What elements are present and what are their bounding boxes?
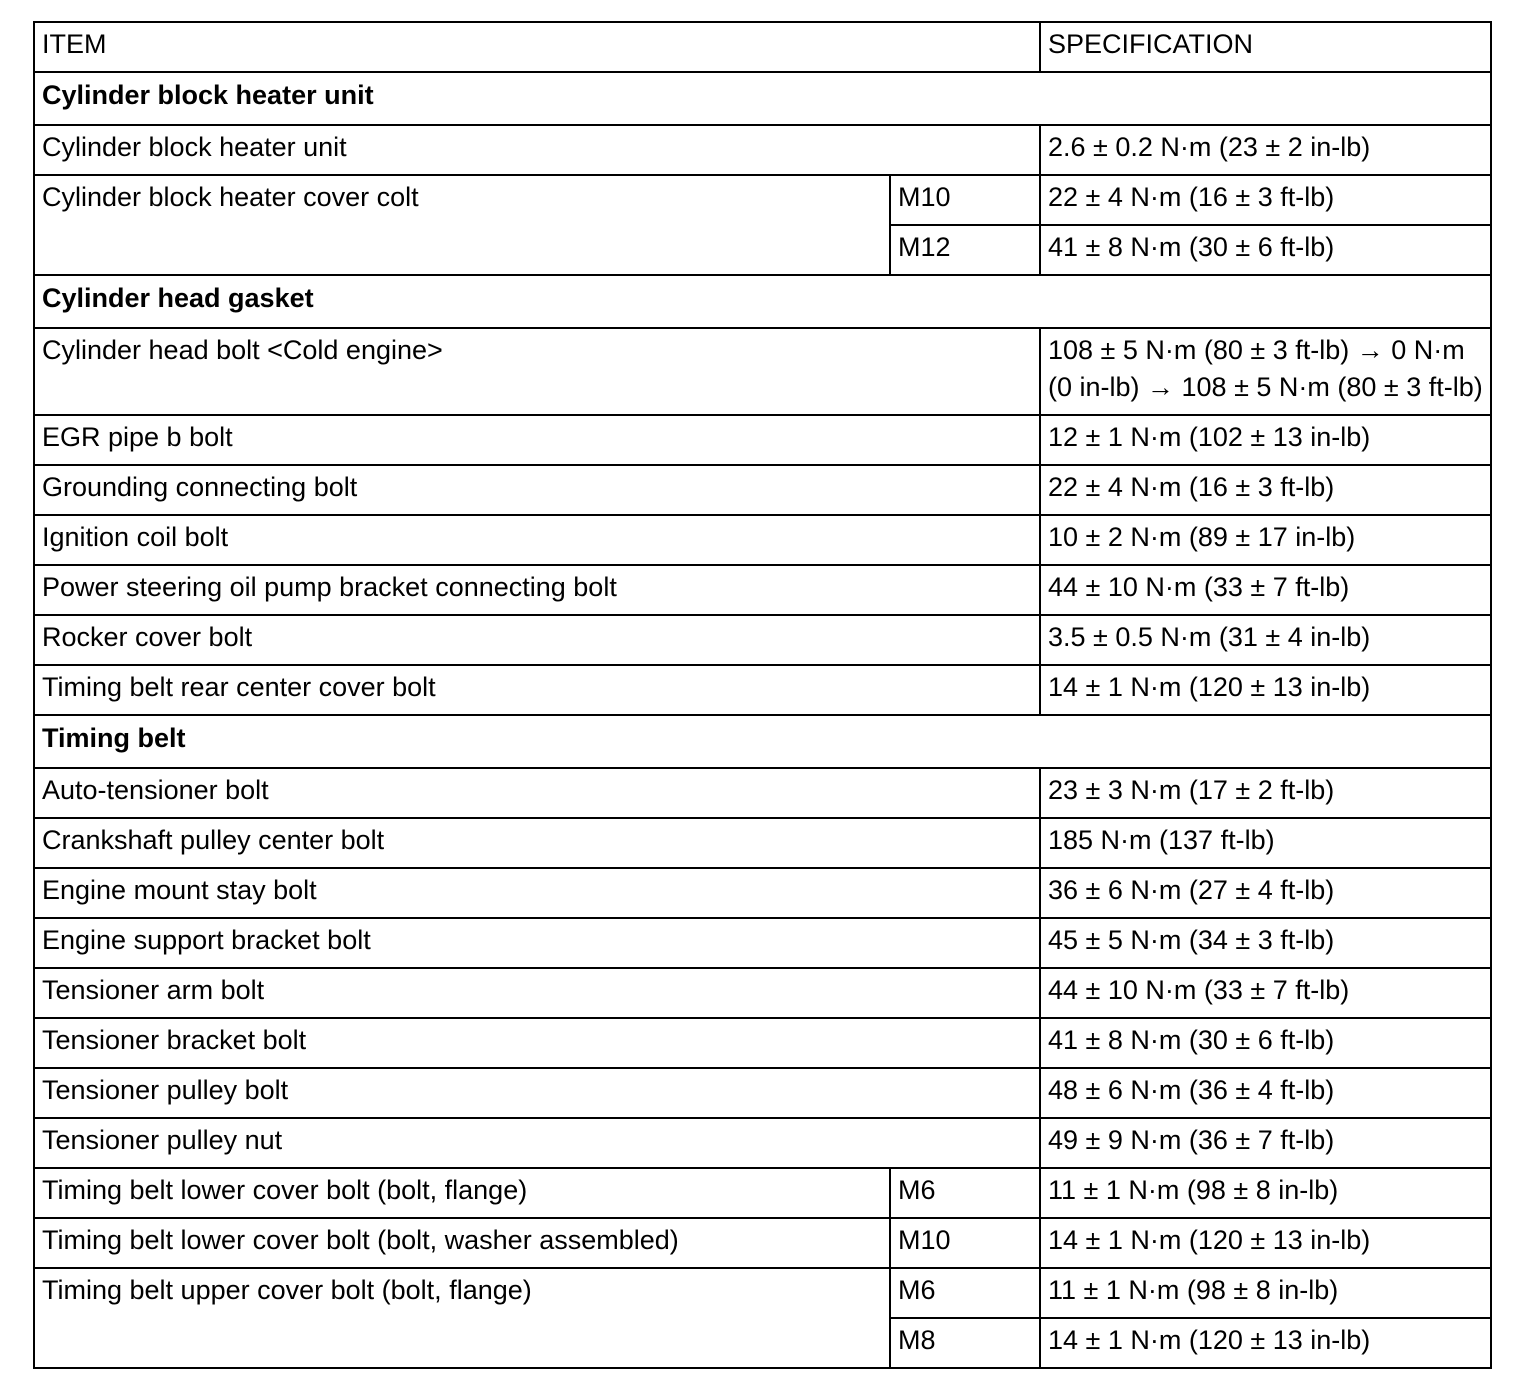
size-cell: M10: [890, 175, 1040, 225]
item-cell: Grounding connecting bolt: [34, 465, 1040, 515]
table-row: [34, 465, 1491, 515]
size-cell: M6: [890, 1168, 1040, 1218]
section-title: Cylinder head gasket: [34, 275, 1491, 328]
item-cell: Tensioner arm bolt: [34, 968, 1040, 1018]
spec-cell: 23 ± 3 N·m (17 ± 2 ft-lb): [1040, 768, 1491, 818]
spec-cell: 44 ± 10 N·m (33 ± 7 ft-lb): [1040, 565, 1491, 615]
spec-cell: 10 ± 2 N·m (89 ± 17 in-lb): [1040, 515, 1491, 565]
spec-cell: 11 ± 1 N·m (98 ± 8 in-lb): [1040, 1268, 1491, 1318]
spec-cell: 44 ± 10 N·m (33 ± 7 ft-lb): [1040, 968, 1491, 1018]
section-row: [34, 72, 1491, 125]
item-cell: Cylinder block heater unit: [34, 125, 1040, 175]
table-row: [34, 125, 1491, 175]
spec-cell: 41 ± 8 N·m (30 ± 6 ft-lb): [1040, 1018, 1491, 1068]
spec-cell: 14 ± 1 N·m (120 ± 13 in-lb): [1040, 665, 1491, 715]
spec-cell: 22 ± 4 N·m (16 ± 3 ft-lb): [1040, 465, 1491, 515]
table-header-row: [34, 22, 1491, 72]
header-item: ITEM: [34, 22, 1040, 72]
table-row: [34, 665, 1491, 715]
spec-cell: 36 ± 6 N·m (27 ± 4 ft-lb): [1040, 868, 1491, 918]
section-title: Cylinder block heater unit: [34, 72, 1491, 125]
spec-cell: 3.5 ± 0.5 N·m (31 ± 4 in-lb): [1040, 615, 1491, 665]
spec-cell: 48 ± 6 N·m (36 ± 4 ft-lb): [1040, 1068, 1491, 1118]
spec-cell: 14 ± 1 N·m (120 ± 13 in-lb): [1040, 1218, 1491, 1268]
table-row: [34, 415, 1491, 465]
table-row: [34, 768, 1491, 818]
table-row: [34, 968, 1491, 1018]
table-row: [34, 918, 1491, 968]
table-row: [34, 1218, 1491, 1268]
table-row: [34, 1118, 1491, 1168]
spec-cell: 108 ± 5 N·m (80 ± 3 ft-lb) → 0 N·m (0 in-lb) → 108 ± 5 N·m (80 ± 3 ft-lb): [1040, 328, 1491, 415]
item-cell: Timing belt rear center cover bolt: [34, 665, 1040, 715]
size-cell: M8: [890, 1318, 1040, 1368]
item-cell: Timing belt lower cover bolt (bolt, flange): [34, 1168, 890, 1218]
item-cell: Timing belt lower cover bolt (bolt, washer assembled): [34, 1218, 890, 1268]
item-cell: Cylinder block heater cover colt: [34, 175, 890, 275]
table-row: [34, 1018, 1491, 1068]
spec-cell: 45 ± 5 N·m (34 ± 3 ft-lb): [1040, 918, 1491, 968]
section-title: Timing belt: [34, 715, 1491, 768]
table-row: [34, 1068, 1491, 1118]
spec-cell: 185 N·m (137 ft-lb): [1040, 818, 1491, 868]
table-row: [34, 615, 1491, 665]
size-cell: M12: [890, 225, 1040, 275]
item-cell: Timing belt upper cover bolt (bolt, flange): [34, 1268, 890, 1368]
spec-cell: 11 ± 1 N·m (98 ± 8 in-lb): [1040, 1168, 1491, 1218]
section-row: [34, 715, 1491, 768]
table-row: [34, 565, 1491, 615]
spec-cell: 49 ± 9 N·m (36 ± 7 ft-lb): [1040, 1118, 1491, 1168]
header-specification: SPECIFICATION: [1040, 22, 1491, 72]
item-cell: Auto-tensioner bolt: [34, 768, 1040, 818]
item-cell: Ignition coil bolt: [34, 515, 1040, 565]
item-cell: Tensioner bracket bolt: [34, 1018, 1040, 1068]
item-cell: Engine support bracket bolt: [34, 918, 1040, 968]
spec-cell: 22 ± 4 N·m (16 ± 3 ft-lb): [1040, 175, 1491, 225]
spec-cell: 12 ± 1 N·m (102 ± 13 in-lb): [1040, 415, 1491, 465]
table-row: [34, 818, 1491, 868]
table-row: [34, 515, 1491, 565]
table-row: [34, 868, 1491, 918]
torque-spec-table: [33, 21, 1492, 1369]
item-cell: Tensioner pulley nut: [34, 1118, 1040, 1168]
table-row: [34, 1268, 1491, 1318]
item-cell: Crankshaft pulley center bolt: [34, 818, 1040, 868]
item-cell: Tensioner pulley bolt: [34, 1068, 1040, 1118]
size-cell: M10: [890, 1218, 1040, 1268]
item-cell: Cylinder head bolt <Cold engine>: [34, 328, 1040, 415]
table-row: [34, 175, 1491, 225]
size-cell: M6: [890, 1268, 1040, 1318]
spec-cell: 2.6 ± 0.2 N·m (23 ± 2 in-lb): [1040, 125, 1491, 175]
spec-cell: 14 ± 1 N·m (120 ± 13 in-lb): [1040, 1318, 1491, 1368]
table-row: [34, 1168, 1491, 1218]
item-cell: Rocker cover bolt: [34, 615, 1040, 665]
item-cell: EGR pipe b bolt: [34, 415, 1040, 465]
spec-cell: 41 ± 8 N·m (30 ± 6 ft-lb): [1040, 225, 1491, 275]
item-cell: Engine mount stay bolt: [34, 868, 1040, 918]
table-row: [34, 328, 1491, 415]
section-row: [34, 275, 1491, 328]
item-cell: Power steering oil pump bracket connecting bolt: [34, 565, 1040, 615]
